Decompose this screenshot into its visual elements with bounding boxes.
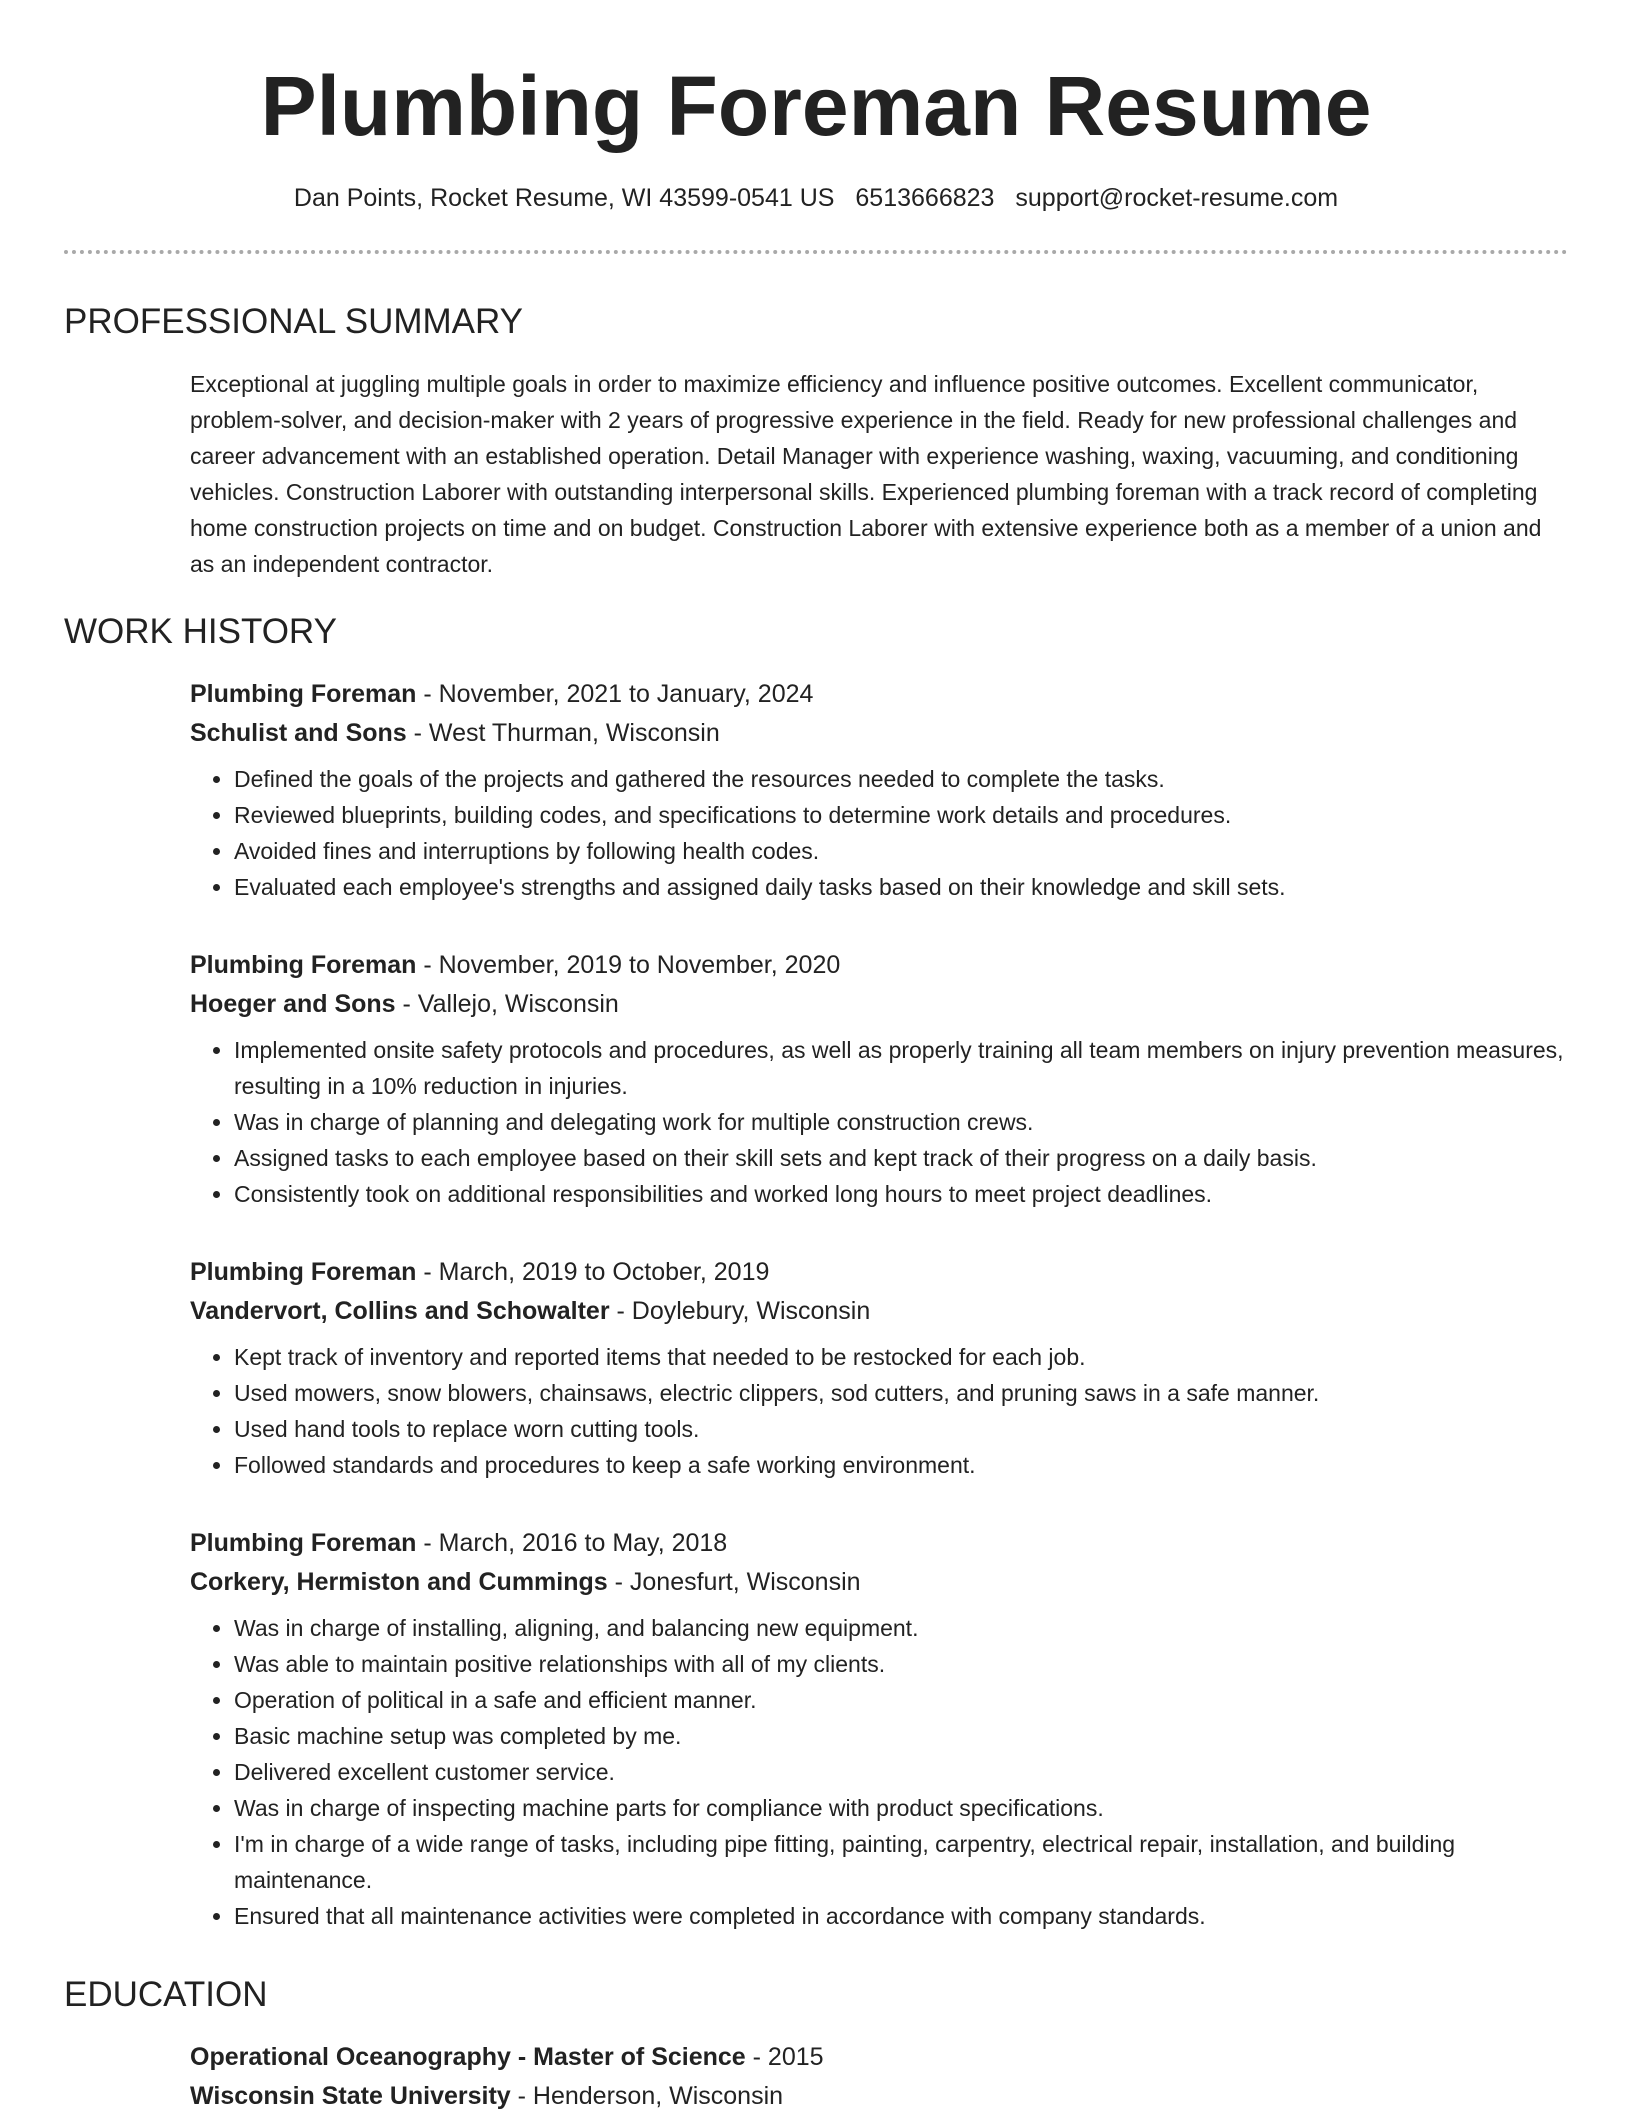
header-divider: [64, 250, 1568, 254]
job-bullets: [190, 1339, 1570, 1483]
job-title-line: [190, 1254, 1570, 1290]
job-company: Schulist and Sons: [190, 719, 407, 747]
education-degree: Operational Oceanography - Master of Science: [190, 2043, 746, 2071]
job-dates: - November, 2019 to November, 2020: [416, 951, 841, 979]
job-bullet: • Evaluated each employee's strengths and assigned daily tasks based on their knowledge and skill sets.: [234, 869, 1570, 905]
job-title-line: [190, 947, 1570, 983]
job-entry: [190, 676, 1570, 905]
job-bullet: • Consistently took on additional responsibilities and worked long hours to meet project deadlines.: [234, 1176, 1570, 1212]
job-dates: - March, 2016 to May, 2018: [416, 1529, 728, 1557]
education-school-line: [190, 2078, 1570, 2114]
job-dates: - November, 2021 to January, 2024: [416, 680, 814, 708]
summary-text: Exceptional at juggling multiple goals in order to maximize efficiency and influence positive outcomes. Excellent communicator, problem-solver, and decision-maker with 2 years of progressive experience in the field. Ready for new professional challenges and career advancement with an established operation. Detail Manager with experience washing, waxing, vacuuming, and conditioning vehicles. Construction Laborer with outstanding interpersonal skills. Experienced plumbing foreman with a track record of completing home construction projects on time and on budget. Construction Laborer with extensive experience both as a member of a union and as an independent contractor.: [190, 371, 1542, 577]
job-title: Plumbing Foreman: [190, 680, 417, 708]
section-title-summary: PROFESSIONAL SUMMARY: [64, 302, 523, 341]
contact-email: support@rocket-resume.com: [1015, 184, 1339, 212]
education-entry: [190, 2039, 1570, 2114]
job-title: Plumbing Foreman: [190, 951, 417, 979]
job-bullet: • Kept track of inventory and reported items that needed to be restocked for each job.: [234, 1339, 1570, 1375]
job-company-line: [190, 715, 1570, 751]
section-title-work-history: WORK HISTORY: [64, 612, 337, 651]
job-bullet: • Implemented onsite safety protocols and procedures, as well as properly training all team members on injury prevention measures, resulting in a 10% reduction in injuries.: [234, 1032, 1570, 1104]
job-bullet: • Was in charge of planning and delegating work for multiple construction crews.: [234, 1104, 1570, 1140]
job-bullets: [190, 1610, 1570, 1934]
job-bullet: • I'm in charge of a wide range of tasks, including pipe fitting, painting, carpentry, electrical repair, installation, and building maintenance.: [234, 1826, 1570, 1898]
job-location: - Vallejo, Wisconsin: [395, 990, 619, 1018]
job-entry: [190, 947, 1570, 1212]
job-bullet: • Was in charge of installing, aligning, and balancing new equipment.: [234, 1610, 1570, 1646]
job-bullet: • Ensured that all maintenance activities were completed in accordance with company standards.: [234, 1898, 1570, 1934]
job-bullet: • Defined the goals of the projects and gathered the resources needed to complete the tasks.: [234, 761, 1570, 797]
job-bullets: [190, 1032, 1570, 1212]
job-bullet: • Delivered excellent customer service.: [234, 1754, 1570, 1790]
job-bullet: • Followed standards and procedures to keep a safe working environment.: [234, 1447, 1570, 1483]
job-title-line: [190, 1525, 1570, 1561]
job-company: Vandervort, Collins and Schowalter: [190, 1297, 610, 1325]
job-dates: - March, 2019 to October, 2019: [416, 1258, 770, 1286]
resume-title: Plumbing Foreman Resume: [260, 59, 1372, 153]
job-bullet: • Used hand tools to replace worn cutting tools.: [234, 1411, 1570, 1447]
job-company-line: [190, 1293, 1570, 1329]
education-year: - 2015: [745, 2043, 824, 2071]
education-location: - Henderson, Wisconsin: [510, 2082, 784, 2110]
job-location: - West Thurman, Wisconsin: [406, 719, 720, 747]
job-title: Plumbing Foreman: [190, 1529, 417, 1557]
contact-phone: 6513666823: [855, 184, 995, 212]
job-title: Plumbing Foreman: [190, 1258, 417, 1286]
job-company-line: [190, 1564, 1570, 1600]
job-entry: [190, 1525, 1570, 1934]
job-bullet: • Basic machine setup was completed by me.: [234, 1718, 1570, 1754]
job-location: - Jonesfurt, Wisconsin: [607, 1568, 861, 1596]
education-school: Wisconsin State University: [190, 2082, 511, 2110]
job-location: - Doylebury, Wisconsin: [609, 1297, 871, 1325]
job-bullets: [190, 761, 1570, 905]
job-company: Hoeger and Sons: [190, 990, 396, 1018]
education-degree-line: [190, 2039, 1570, 2075]
job-bullet: • Reviewed blueprints, building codes, and specifications to determine work details and procedures.: [234, 797, 1570, 833]
job-bullet: • Was able to maintain positive relationships with all of my clients.: [234, 1646, 1570, 1682]
job-bullet: • Avoided fines and interruptions by following health codes.: [234, 833, 1570, 869]
job-bullet: • Assigned tasks to each employee based on their skill sets and kept track of their progress on a daily basis.: [234, 1140, 1570, 1176]
job-title-line: [190, 676, 1570, 712]
section-title-education: EDUCATION: [64, 1975, 268, 2014]
job-bullet: • Used mowers, snow blowers, chainsaws, electric clippers, sod cutters, and pruning saws in a safe manner.: [234, 1375, 1570, 1411]
contact-line: [0, 182, 1632, 214]
contact-address: Dan Points, Rocket Resume, WI 43599-0541 US: [293, 184, 835, 212]
job-company: Corkery, Hermiston and Cummings: [190, 1568, 608, 1596]
job-company-line: [190, 986, 1570, 1022]
job-entry: [190, 1254, 1570, 1483]
job-bullet: • Operation of political in a safe and efficient manner.: [234, 1682, 1570, 1718]
job-bullet: • Was in charge of inspecting machine parts for compliance with product specifications.: [234, 1790, 1570, 1826]
